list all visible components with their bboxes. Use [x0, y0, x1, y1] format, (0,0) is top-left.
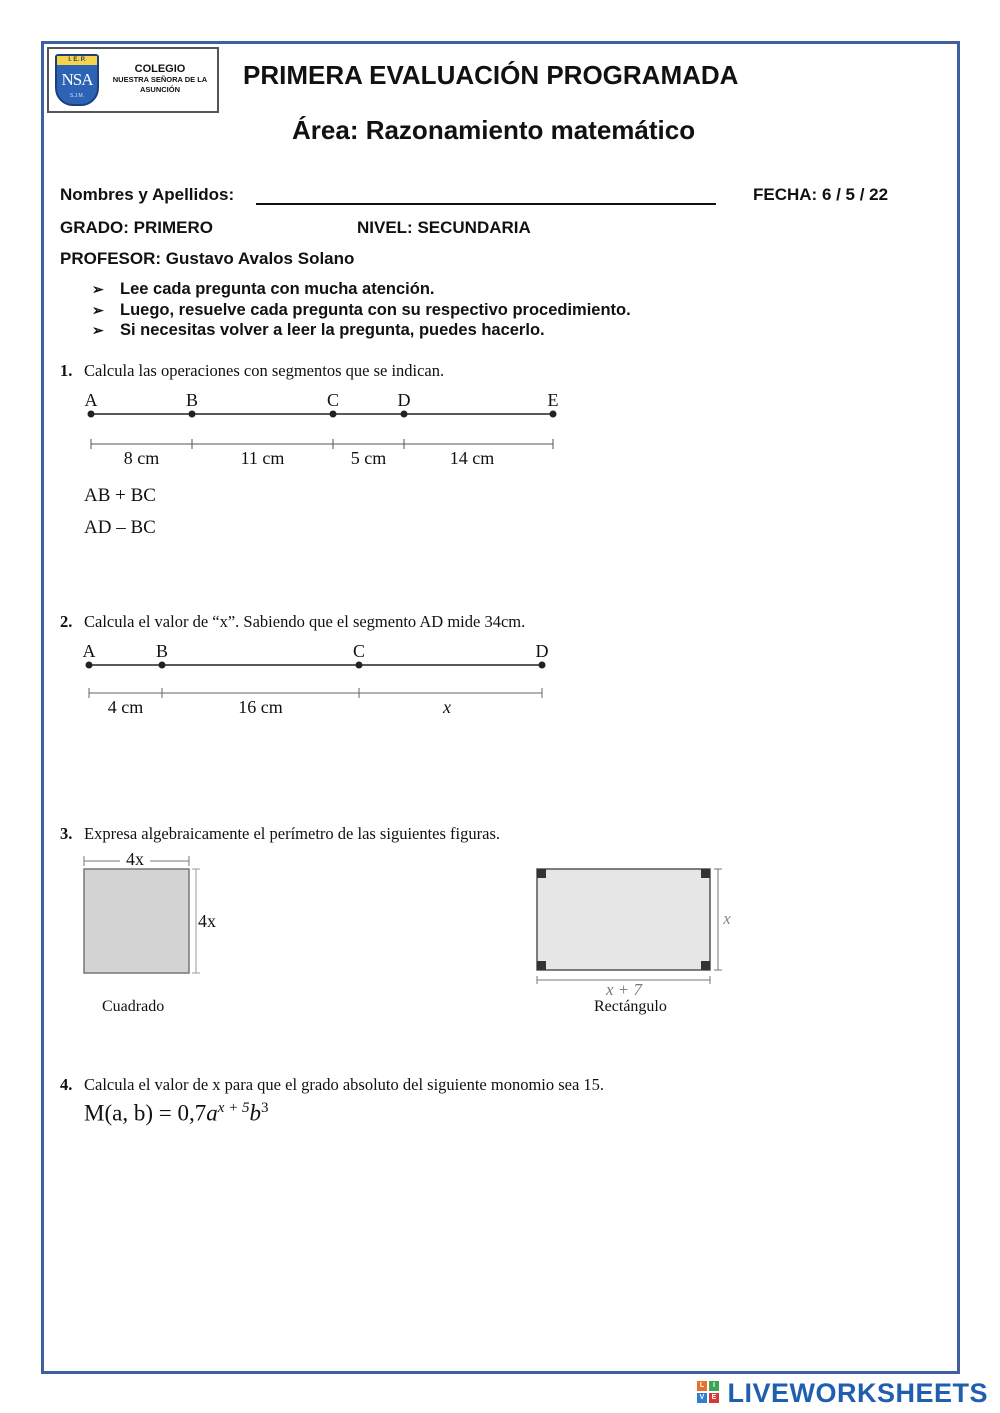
q3-square — [84, 856, 200, 973]
profesor: PROFESOR: Gustavo Avalos Solano — [60, 249, 355, 268]
fecha: FECHA: 6 / 5 / 22 — [753, 185, 889, 204]
q1-point-b — [189, 411, 196, 418]
instruction-item: ➢ Si necesitas volver a leer la pregunta, puedes hacerlo. — [92, 321, 545, 339]
page-title: PRIMERA EVALUACIÓN PROGRAMADA — [243, 60, 739, 90]
liveworksheets-logo-icon: L I V E — [697, 1381, 721, 1405]
q2-segment-bc: 16 cm — [238, 697, 283, 717]
q1-label-a: A — [84, 390, 98, 410]
q1-point-c — [330, 411, 337, 418]
square-side-label: 4x — [198, 911, 216, 931]
right-angle-mark — [537, 869, 546, 878]
arrow-bullet-icon: ➢ — [92, 281, 104, 297]
q3-rectangle — [537, 869, 722, 984]
q1-segment-cd: 5 cm — [350, 448, 387, 468]
q1-point-d — [401, 411, 408, 418]
q2-point-c — [356, 662, 363, 669]
rect-side-label: x — [723, 909, 731, 928]
q1-label-d: D — [397, 390, 411, 410]
q1-point-a — [88, 411, 95, 418]
question-3: 3. Expresa algebraicamente el perímetro de las siguientes figuras. — [60, 824, 500, 843]
shield-top-text: I. E. P. — [57, 56, 97, 65]
monomial-expression: M(a, $b) = 0,7a^{x + 5}b^3$ — [84, 1100, 269, 1126]
arrow-bullet-icon: ➢ — [92, 322, 104, 338]
q2-label-c: C — [352, 641, 365, 661]
q2-segment-line — [86, 662, 546, 669]
page-subtitle: Área: Razonamiento matemático — [292, 115, 696, 145]
logo-school-name: NUESTRA SEÑORA DE LA ASUNCIÓN — [112, 75, 208, 94]
q1-segment-line — [88, 411, 557, 418]
square-caption: Cuadrado — [102, 998, 165, 1015]
q1-label-b: B — [185, 390, 198, 410]
q1-segment-bc: 11 cm — [240, 448, 285, 468]
q2-point-b — [159, 662, 166, 669]
q1-segment-ab: 8 cm — [123, 448, 160, 468]
liveworksheets-brand[interactable]: LIVEWORKSHEETS — [727, 1378, 988, 1408]
question-4: 4. Calcula el valor de x para que el grado absoluto del siguiente monomio sea 15. — [60, 1075, 605, 1094]
q1-label-c: C — [326, 390, 339, 410]
right-angle-mark — [701, 961, 710, 970]
q2-segment-ab: 4 cm — [107, 697, 144, 717]
q1-label-e: E — [547, 390, 559, 410]
nombres-label: Nombres y Apellidos: — [60, 185, 235, 204]
rect-caption: Rectángulo — [594, 998, 667, 1015]
grado: GRADO: PRIMERO — [60, 218, 213, 237]
rect-bottom-label: x + 7 — [605, 980, 643, 999]
q2-point-a — [86, 662, 93, 669]
q2-label-d: D — [535, 641, 549, 661]
instruction-item: ➢ Lee cada pregunta con mucha atención. — [92, 280, 435, 298]
instruction-item: ➢ Luego, resuelve cada pregunta con su respectivo procedimiento. — [92, 300, 631, 319]
q1-expression-2: AD – BC — [84, 517, 156, 538]
square-top-label: 4x — [126, 849, 144, 869]
question-2: 2. Calcula el valor de “x”. Sabiendo que el segmento AD mide 34cm. — [60, 612, 526, 631]
q2-segment-cd: x — [443, 697, 451, 717]
shield-initials: NSA — [61, 70, 93, 89]
question-1: 1. Calcula las operaciones con segmentos que se indican. — [60, 361, 445, 380]
q1-segment-de: 14 cm — [449, 448, 495, 468]
q1-point-e — [550, 411, 557, 418]
arrow-bullet-icon: ➢ — [92, 301, 104, 318]
shield-bottom-text: S.J.M. — [69, 93, 85, 99]
q2-label-b: B — [155, 641, 168, 661]
logo-colegio: COLEGIO — [134, 63, 186, 75]
q2-point-d — [539, 662, 546, 669]
q1-expression-1: AB + BC — [84, 485, 156, 506]
q2-label-a: A — [82, 641, 96, 661]
right-angle-mark — [701, 869, 710, 878]
nivel: NIVEL: SECUNDARIA — [357, 218, 531, 237]
right-angle-mark — [537, 961, 546, 970]
